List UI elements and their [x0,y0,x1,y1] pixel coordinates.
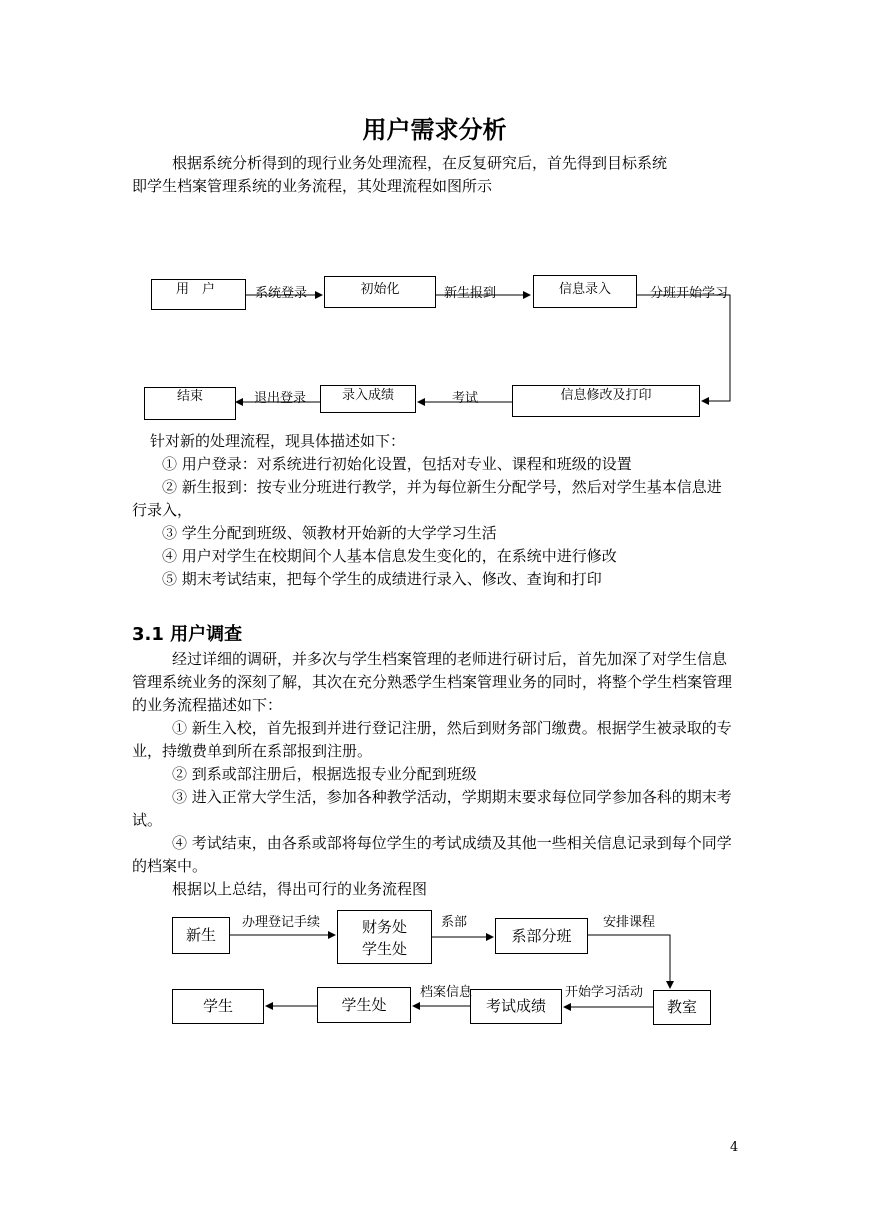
flow2-box-finance [337,910,432,964]
flow1-box-modify: 信息修改及打印 [512,385,700,417]
desc-item-2a: ② 新生报到：按专业分班进行教学，并为每位新生分配学号，然后对学生基本信息进 [162,478,722,496]
section-p1-line-1: 经过详细的调研，并多次与学生档案管理的老师进行研讨后，首先加深了对学生信息 [172,650,728,668]
desc-item-3: ③ 学生分配到班级、领教材开始新的大学学习生活 [162,524,497,542]
flow2-box-classroom: 教室 [653,990,711,1025]
flow2-box-finance-line-2: 学生处 [361,940,407,958]
flow2-box-office: 学生处 [317,987,411,1023]
section-step-1a: ① 新生入校，首先报到并进行登记注册，然后到财务部门缴费。根据学生被录取的专 [172,719,732,737]
flow1-box-grades: 录入成绩 [320,385,416,413]
flow2-box-newstudent: 新生 [172,917,230,954]
flow1-box-end: 结束 [144,387,236,420]
section-p1-line-2: 管理系统业务的深刻了解，其次在充分熟悉学生档案管理业务的同时，将整个学生档案管理 [132,673,733,691]
flow2-box-examscore: 考试成绩 [470,989,562,1024]
flow1-box-init: 初始化 [324,276,436,308]
section-step-4a: ④ 考试结束，由各系或部将每位学生的考试成绩及其他一些相关信息记录到每个同学 [172,834,732,852]
section-step-3a: ③ 进入正常大学生活，参加各种教学活动，学期期末要求每位同学参加各科的期末考 [172,788,732,806]
section-step-4b: 的档案中。 [132,857,208,875]
desc-intro: 针对新的处理流程，现具体描述如下： [150,432,406,450]
flow1-label-register: 新生报到 [444,286,497,301]
flow2-box-finance-line-1: 财务处 [361,918,407,936]
flow2-label-archive: 档案信息 [420,985,473,1000]
section-heading: 3.1 用户调查 [132,624,243,645]
flow2-label-procedure: 办理登记手续 [242,915,321,930]
section-step-2: ② 到系或部注册后，根据选报专业分配到班级 [172,765,477,783]
section-summary: 根据以上总结，得出可行的业务流程图 [172,880,428,898]
page-number: 4 [730,1140,739,1155]
flow1-label-logout: 退出登录 [254,391,307,406]
desc-item-5: ⑤ 期末考试结束，把每个学生的成绩进行录入、修改、查询和打印 [162,570,602,588]
section-step-3b: 试。 [132,811,163,829]
flow2-label-dept: 系部 [441,915,468,930]
flow2-label-activity: 开始学习活动 [565,985,644,1000]
flow1-label-exam: 考试 [452,391,479,406]
flow1-box-entry: 信息录入 [533,275,637,308]
flow1-box-user: 用 户 [151,279,246,310]
desc-item-2b: 行录入， [132,501,193,519]
flow2-box-dept: 系部分班 [495,918,588,954]
intro-line-1: 根据系统分析得到的现行业务处理流程，在反复研究后，首先得到目标系统 [172,154,668,172]
page-title: 用户需求分析 [362,116,507,144]
flow2-box-student: 学生 [172,989,264,1024]
flow1-label-study: 分班开始学习 [650,286,729,301]
intro-line-2: 即学生档案管理系统的业务流程，其处理流程如图所示 [132,177,493,195]
desc-item-4: ④ 用户对学生在校期间个人基本信息发生变化的，在系统中进行修改 [162,547,617,565]
desc-item-1: ① 用户登录：对系统进行初始化设置，包括对专业、课程和班级的设置 [162,455,632,473]
section-p1-line-3: 的业务流程描述如下： [132,696,283,714]
flow2-label-course: 安排课程 [603,915,656,930]
flow1-label-login: 系统登录 [255,286,308,301]
section-step-1b: 业，持缴费单到所在系部报到注册。 [132,742,373,760]
